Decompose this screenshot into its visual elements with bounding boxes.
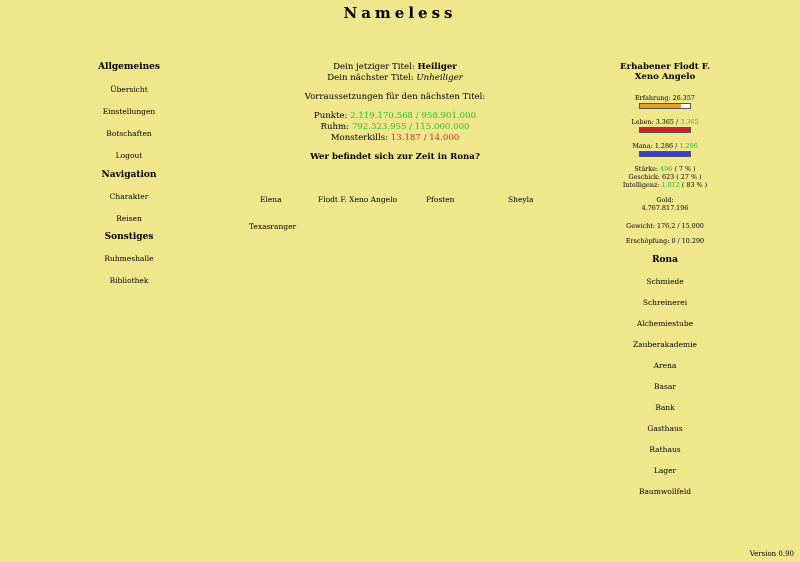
town-item-schreinerei[interactable]: Schreinerei — [642, 298, 688, 307]
app-title: Nameless — [343, 4, 457, 22]
experience-line — [596, 94, 734, 102]
nav-item-ruhmeshalle[interactable]: Ruhmeshalle — [104, 254, 154, 263]
life-current: 3.365 — [655, 118, 674, 126]
nav-heading-navigation: Navigation — [101, 170, 157, 180]
nav-heading-allgemeines: Allgemeines — [98, 62, 160, 72]
nav-heading-sonstiges: Sonstiges — [104, 232, 154, 242]
life-bar — [639, 127, 691, 133]
points-label: Punkte: — [313, 111, 348, 121]
weight-line — [596, 222, 734, 230]
nav-item-uebersicht[interactable]: Übersicht — [110, 85, 148, 94]
nav-item-reisen[interactable]: Reisen — [116, 214, 142, 223]
experience-bar — [639, 103, 691, 109]
town-item-arena[interactable]: Arena — [653, 361, 677, 370]
fame-line — [250, 122, 540, 133]
nav-item-bibliothek[interactable]: Bibliothek — [109, 276, 149, 285]
fatigue-value: 0 / 10.290 — [671, 237, 705, 245]
kills-value: 13.187 / 14.000 — [390, 133, 460, 143]
town-item-alchemiestube[interactable]: Alchemiestube — [636, 319, 694, 328]
current-title-value: Heiliger — [417, 62, 457, 72]
weight-value: 176,2 / 15.000 — [657, 222, 704, 230]
life-max: 3.365 — [680, 118, 699, 126]
town-item-rathaus[interactable]: Rathaus — [649, 445, 681, 454]
nav-item-logout[interactable]: Logout — [115, 151, 143, 160]
town-item-gasthaus[interactable]: Gasthaus — [647, 424, 683, 433]
weight-label: Gewicht: — [626, 222, 655, 230]
mana-line — [596, 142, 734, 150]
nav-item-charakter[interactable]: Charakter — [109, 192, 149, 201]
strength-percent: ( 7 % ) — [674, 165, 696, 173]
current-title-label: Dein jetziger Titel: — [333, 62, 415, 72]
experience-label: Erfahrung: — [635, 94, 671, 102]
requirements-heading: Vorraussetzungen für den nächsten Titel: — [304, 92, 486, 102]
current-title-line — [250, 62, 540, 73]
mana-max: 1.286 — [679, 142, 698, 150]
kills-line — [250, 133, 540, 144]
fatigue-label: Erschöpfung: — [625, 237, 670, 245]
kills-label: Monsterkills: — [330, 133, 389, 143]
gold-value: 4.767.817.196 — [641, 204, 689, 212]
player-link[interactable]: Sheyla — [508, 195, 534, 204]
fame-value: 792.323.955 / 115.000.000 — [351, 122, 470, 132]
life-label: Leben: — [631, 118, 654, 126]
points-value: 2.119.170.568 / 958.901.000 — [350, 111, 477, 121]
character-title: Erhabener Flodt F. — [620, 62, 710, 72]
intelligence-line — [596, 181, 734, 189]
next-title-line — [250, 73, 540, 84]
mana-label: Mana: — [632, 142, 653, 150]
title-progress-panel — [250, 62, 540, 163]
player-link[interactable]: Elena — [260, 195, 282, 204]
player-link[interactable]: Pfosten — [426, 195, 455, 204]
life-line — [596, 118, 734, 126]
version-label: Version 0.90 — [749, 550, 794, 558]
intelligence-label: Intelligenz: — [622, 181, 660, 189]
points-line — [250, 111, 540, 122]
left-navigation — [58, 62, 200, 285]
intelligence-value: 1.012 — [661, 181, 680, 189]
next-title-label: Dein nächster Titel: — [327, 73, 414, 83]
mana-bar — [639, 151, 691, 157]
player-link[interactable]: Texasranger — [249, 222, 297, 231]
character-panel — [596, 62, 734, 496]
dexterity-percent: ( 27 % ) — [676, 173, 702, 181]
strength-label: Stärke: — [634, 165, 659, 173]
experience-bar-fill — [640, 104, 681, 108]
mana-separator: / — [675, 142, 678, 150]
town-item-zauberakademie[interactable]: Zauberakademie — [632, 340, 697, 349]
mana-current: 1.286 — [654, 142, 674, 150]
experience-value: 26.357 — [672, 94, 695, 102]
town-item-schmiede[interactable]: Schmiede — [646, 277, 684, 286]
town-item-lager[interactable]: Lager — [653, 466, 677, 475]
fame-label: Ruhm: — [320, 122, 350, 132]
who-is-online-heading: Wer befindet sich zur Zeit in Rona? — [310, 152, 480, 162]
mana-bar-fill — [640, 152, 690, 156]
gold-label: Gold: — [656, 196, 674, 204]
character-name: Xeno Angelo — [634, 72, 696, 82]
dexterity-value: 623 — [662, 173, 675, 181]
strength-line — [596, 165, 734, 173]
dexterity-label: Geschick: — [628, 173, 660, 181]
nav-item-einstellungen[interactable]: Einstellungen — [102, 107, 156, 116]
nav-item-botschaften[interactable]: Botschaften — [106, 129, 152, 138]
town-item-bank[interactable]: Bank — [655, 403, 675, 412]
player-link[interactable]: Flodt F. Xeno Angelo — [318, 195, 398, 204]
next-title-value: Unheiliger — [416, 73, 463, 83]
life-bar-fill — [640, 128, 690, 132]
town-item-baumwollfeld[interactable]: Baumwollfeld — [638, 487, 692, 496]
fatigue-line — [596, 237, 734, 245]
intelligence-percent: ( 83 % ) — [681, 181, 708, 189]
dexterity-line — [596, 173, 734, 181]
strength-value: 496 — [660, 165, 673, 173]
life-separator: / — [676, 118, 679, 126]
town-item-basar[interactable]: Basar — [654, 382, 676, 391]
town-heading: Rona — [652, 255, 678, 265]
